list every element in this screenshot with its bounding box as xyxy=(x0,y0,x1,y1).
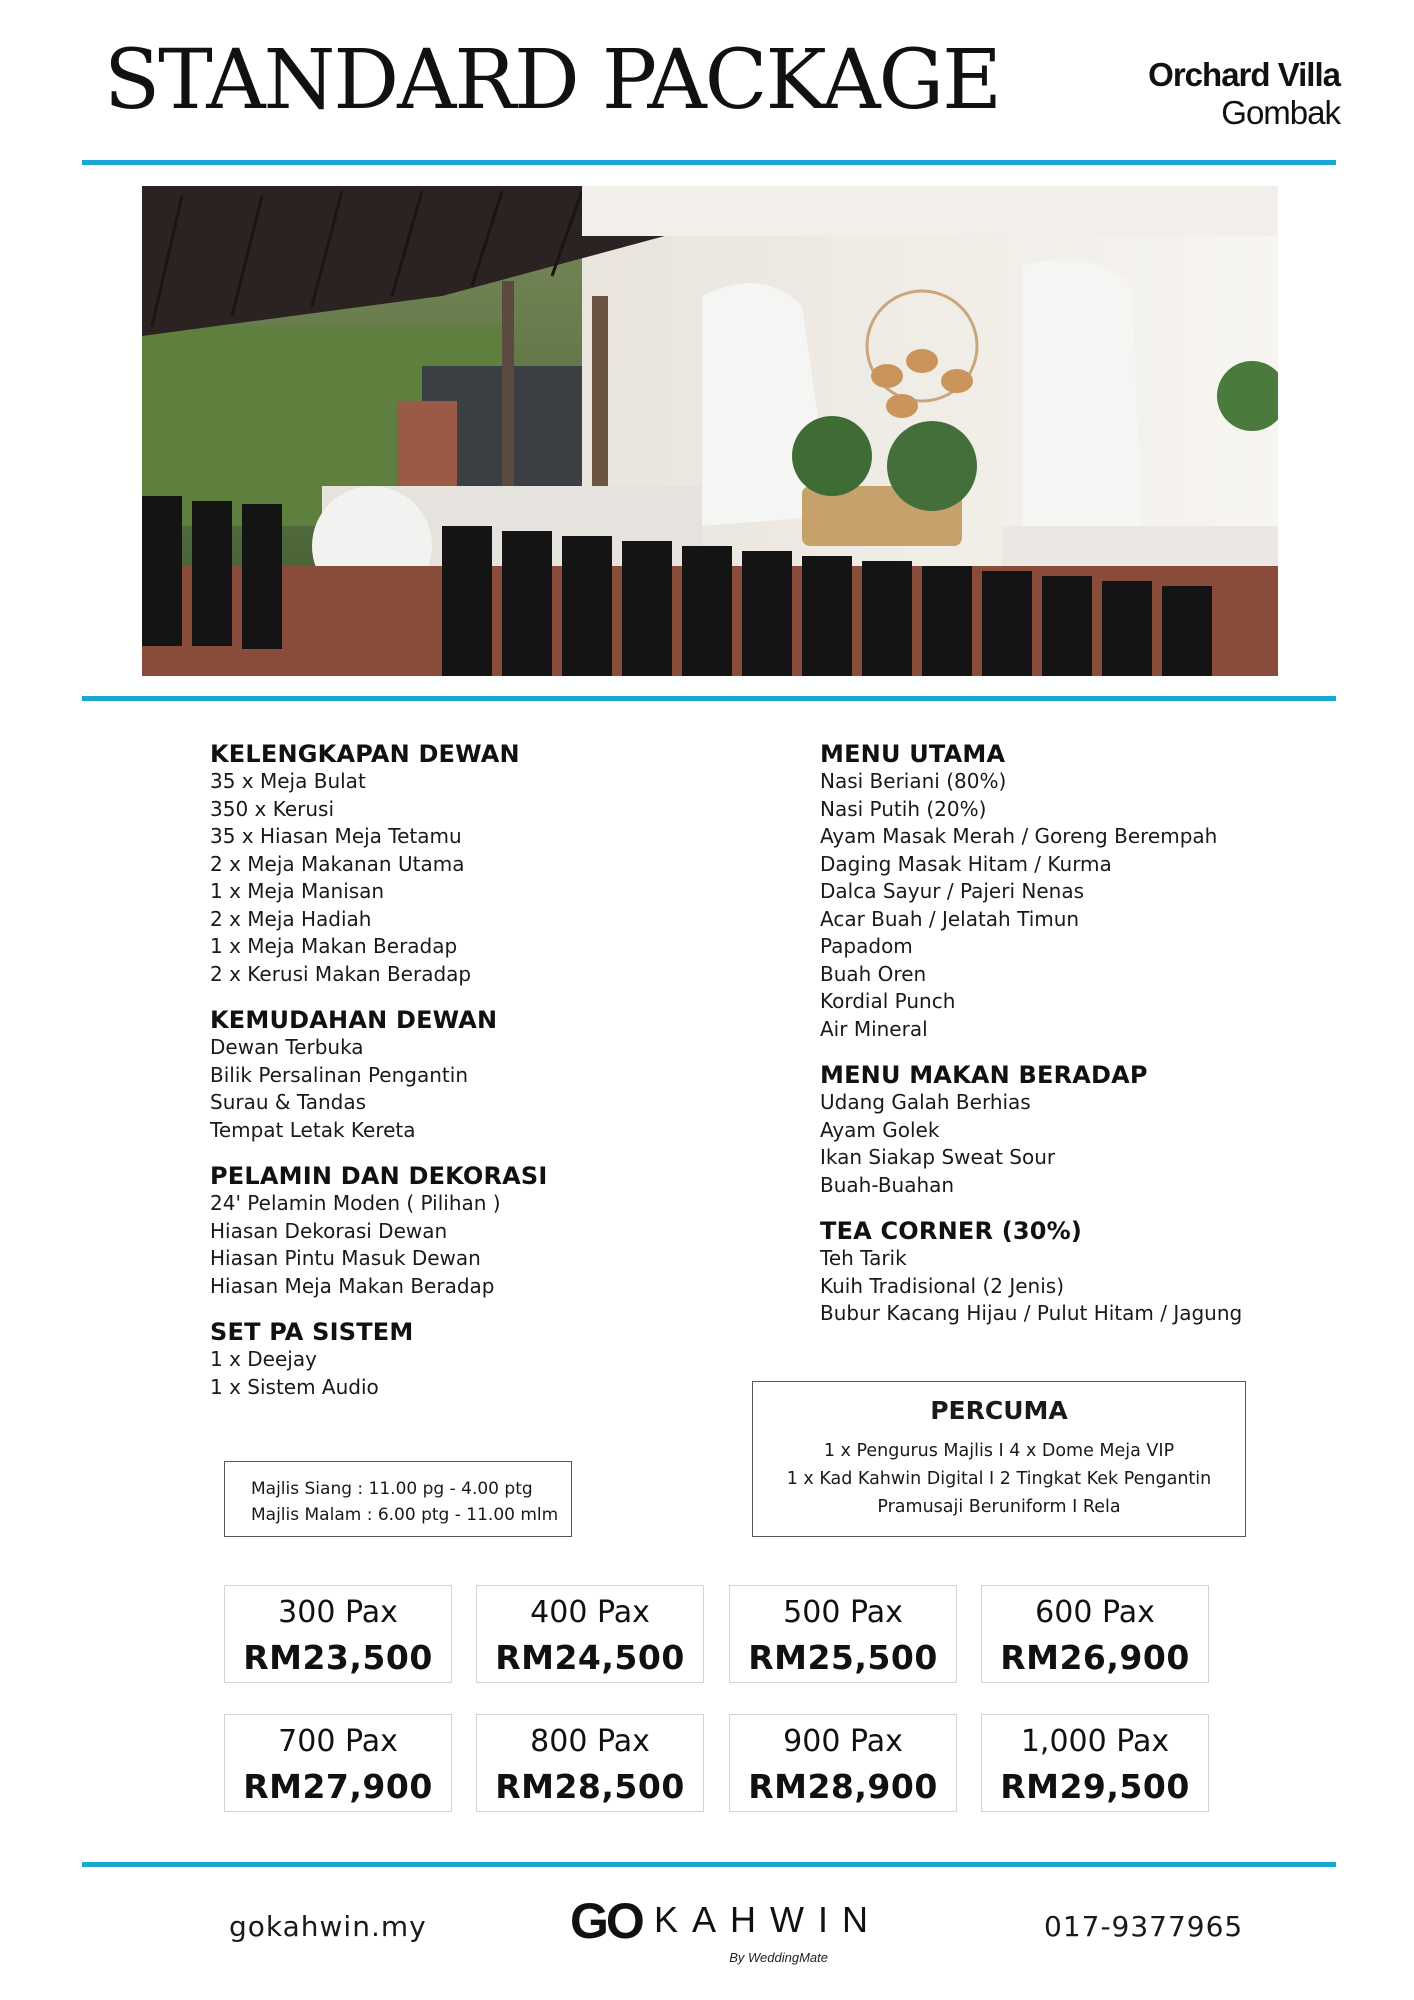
pax-label: 800 Pax xyxy=(530,1724,650,1759)
list-item: Kordial Punch xyxy=(820,989,956,1013)
pax-label: 1,000 Pax xyxy=(1020,1724,1170,1759)
list-item: 2 x Meja Hadiah xyxy=(210,906,372,931)
list-item: Ayam Masak Merah / Goreng Berempah xyxy=(820,824,1218,848)
top-divider xyxy=(82,160,1336,165)
list-item: Ayam Golek xyxy=(820,1117,940,1142)
list-item: 350 x Kerusi xyxy=(210,796,335,821)
list-item: Bilik Persalinan Pengantin xyxy=(210,1062,468,1087)
list-item: 1 x Sistem Audio xyxy=(210,1374,379,1399)
price-card-300 xyxy=(224,1585,452,1683)
list-item: Dewan Terbuka xyxy=(210,1035,364,1059)
logo-go: GO xyxy=(570,1893,642,1949)
list-item: Ikan Siakap Sweat Sour xyxy=(820,1145,1056,1169)
phone-number[interactable]: 017-9377965 xyxy=(1044,1910,1244,1943)
list-item: Papadom xyxy=(820,934,913,958)
list-item: Bubur Kacang Hijau / Pulut Hitam / Jagung xyxy=(820,1301,1243,1325)
section-kelengkapan-dewan xyxy=(210,740,770,988)
price-value: RM29,500 xyxy=(1000,1767,1190,1806)
section-heading: TEA CORNER (30%) xyxy=(820,1217,1083,1245)
venue-photo xyxy=(142,186,1278,676)
section-set-pa-sistem xyxy=(210,1318,770,1401)
logo-tagline: By WeddingMate xyxy=(729,1950,828,1965)
pax-label: 700 Pax xyxy=(278,1724,398,1759)
list-item: 1 x Meja Makan Beradap xyxy=(210,934,458,958)
hours-siang: Majlis Siang : 11.00 pg - 4.00 ptg xyxy=(251,1479,533,1499)
list-item: Teh Tarik xyxy=(820,1246,907,1270)
list-item: Hiasan Pintu Masuk Dewan xyxy=(210,1246,481,1270)
list-item: Daging Masak Hitam / Kurma xyxy=(820,851,1112,876)
list-item: Kuih Tradisional (2 Jenis) xyxy=(820,1273,1064,1298)
section-menu-makan-beradap xyxy=(820,1061,1340,1199)
list-item: Surau & Tandas xyxy=(210,1090,367,1114)
percuma-line: 1 x Kad Kahwin Digital I 2 Tingkat Kek Pengantin xyxy=(786,1469,1212,1489)
price-card-700 xyxy=(224,1714,452,1812)
percuma-heading: PERCUMA xyxy=(930,1396,1068,1425)
section-heading: MENU MAKAN BERADAP xyxy=(820,1061,1148,1089)
list-item: Tempat Letak Kereta xyxy=(210,1117,416,1142)
list-item: Nasi Putih (20%) xyxy=(820,796,987,821)
right-column xyxy=(820,740,1340,1346)
list-item: Nasi Beriani (80%) xyxy=(820,769,1007,793)
price-card-400 xyxy=(476,1585,704,1683)
list-item: Hiasan Meja Makan Beradap xyxy=(210,1273,495,1298)
price-value: RM26,900 xyxy=(1000,1638,1190,1677)
section-tea-corner xyxy=(820,1217,1340,1328)
price-value: RM27,900 xyxy=(243,1767,433,1806)
event-hours-box xyxy=(224,1461,572,1537)
section-heading: KEMUDAHAN DEWAN xyxy=(210,1006,498,1034)
section-heading: PELAMIN DAN DEKORASI xyxy=(210,1162,548,1190)
page-title: STANDARD PACKAGE xyxy=(104,33,1000,128)
pax-label: 600 Pax xyxy=(1035,1595,1155,1630)
percuma-line: Pramusaji Beruniform I Rela xyxy=(877,1497,1121,1517)
section-heading: KELENGKAPAN DEWAN xyxy=(210,740,520,768)
price-card-800 xyxy=(476,1714,704,1812)
pax-label: 300 Pax xyxy=(278,1595,398,1630)
list-item: 35 x Meja Bulat xyxy=(210,769,366,793)
list-item: Hiasan Dekorasi Dewan xyxy=(210,1218,448,1243)
pax-label: 400 Pax xyxy=(530,1595,650,1630)
list-item: 2 x Meja Makanan Utama xyxy=(210,851,465,876)
list-item: 2 x Kerusi Makan Beradap xyxy=(210,961,472,986)
venue-name: Orchard Villa xyxy=(1148,56,1340,93)
hours-malam: Majlis Malam : 6.00 ptg - 11.00 mlm xyxy=(251,1505,559,1525)
list-item: Buah Oren xyxy=(820,961,927,986)
gokahwin-logo xyxy=(570,1893,882,1970)
left-column xyxy=(210,740,770,1419)
logo-kahwin: KAHWIN xyxy=(654,1899,882,1940)
list-item: 1 x Meja Manisan xyxy=(210,879,385,903)
list-item: 24' Pelamin Moden ( Pilihan ) xyxy=(210,1191,501,1215)
price-card-900 xyxy=(729,1714,957,1812)
list-item: Air Mineral xyxy=(820,1016,928,1041)
price-value: RM25,500 xyxy=(748,1638,938,1677)
list-item: Udang Galah Berhias xyxy=(820,1090,1031,1114)
section-heading: SET PA SISTEM xyxy=(210,1318,414,1346)
website-link[interactable]: gokahwin.my xyxy=(229,1910,427,1943)
list-item: 1 x Deejay xyxy=(210,1347,317,1371)
pax-label: 900 Pax xyxy=(783,1724,903,1759)
price-card-500 xyxy=(729,1585,957,1683)
price-value: RM28,500 xyxy=(495,1767,685,1806)
section-pelamin-dekorasi xyxy=(210,1162,770,1300)
pax-label: 500 Pax xyxy=(783,1595,903,1630)
price-value: RM28,900 xyxy=(748,1767,938,1806)
price-value: RM24,500 xyxy=(495,1638,685,1677)
venue-label xyxy=(1148,56,1340,132)
mid-divider xyxy=(82,696,1336,701)
list-item: Acar Buah / Jelatah Timun xyxy=(820,906,1080,931)
price-card-1000 xyxy=(981,1714,1209,1812)
bottom-divider xyxy=(82,1862,1336,1867)
section-kemudahan-dewan xyxy=(210,1006,770,1144)
section-heading: MENU UTAMA xyxy=(820,740,1006,768)
percuma-box xyxy=(752,1381,1246,1537)
list-item: Buah-Buahan xyxy=(820,1172,955,1197)
price-value: RM23,500 xyxy=(243,1638,433,1677)
list-item: 35 x Hiasan Meja Tetamu xyxy=(210,824,462,848)
list-item: Dalca Sayur / Pajeri Nenas xyxy=(820,879,1084,903)
venue-area: Gombak xyxy=(1221,93,1340,131)
percuma-line: 1 x Pengurus Majlis I 4 x Dome Meja VIP xyxy=(823,1441,1175,1461)
section-menu-utama xyxy=(820,740,1340,1043)
price-card-600 xyxy=(981,1585,1209,1683)
